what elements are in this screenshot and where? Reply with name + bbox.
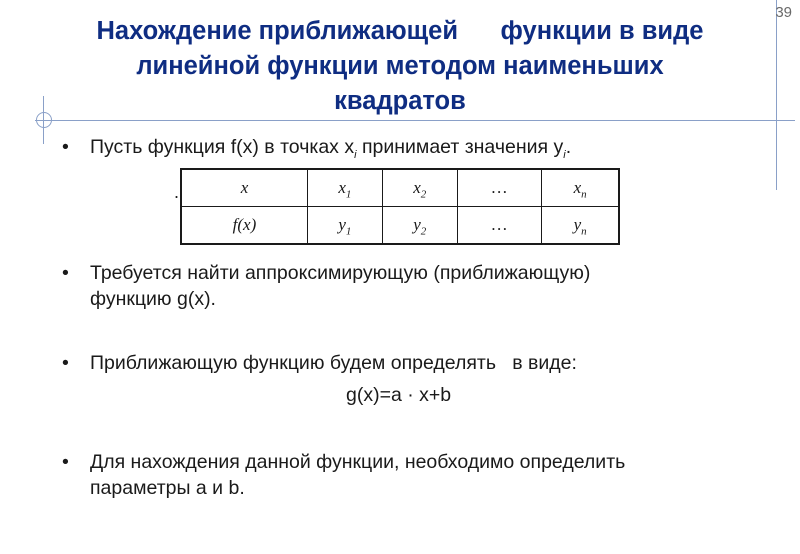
title-line-2: линейной функции методом наименьших (136, 52, 664, 80)
table-cell: … (457, 207, 542, 245)
bullet-text: Для нахождения данной функции, необходимо определить параметры a и b. (90, 451, 626, 499)
table-cell: $y_2$ (382, 207, 457, 245)
bullet-text: Требуется найти аппроксимирующую (приближающую) функцию g(x). (90, 262, 591, 310)
decorative-horizontal-line (35, 120, 795, 121)
bullet-marker: • (62, 262, 69, 284)
table-cell: $x_n$ (542, 169, 619, 207)
table-cell: $y_1$ (307, 207, 382, 245)
table-cell: $x_2$ (382, 169, 457, 207)
table-cell: $y_n$ (542, 207, 619, 245)
title-line-3: квадратов (334, 87, 466, 115)
bullet-text: Приближающую функцию будем определять в виде: (90, 352, 577, 374)
table-row (181, 169, 619, 207)
table-cell: $x_1$ (307, 169, 382, 207)
table-cell: x (181, 169, 307, 207)
bullet-marker: • (62, 451, 69, 473)
table-marker: . (174, 182, 180, 202)
bullet-text: Пусть функция f(x) в точках $x_i$ принимает значения $y_i$. (90, 136, 572, 161)
slide-number: 39 (775, 4, 792, 21)
table-cell: … (457, 169, 542, 207)
values-table (180, 168, 620, 245)
bullet-marker: • (62, 136, 69, 158)
decorative-vertical-line (776, 0, 777, 190)
title-line-1: Нахождение приближающей функции в виде (96, 17, 704, 45)
table-cell: f(x) (181, 207, 307, 245)
slide-title (40, 14, 760, 119)
bullet-marker: • (62, 352, 69, 374)
table-row (181, 207, 619, 245)
formula: g(x)=a · x+b (346, 384, 452, 406)
